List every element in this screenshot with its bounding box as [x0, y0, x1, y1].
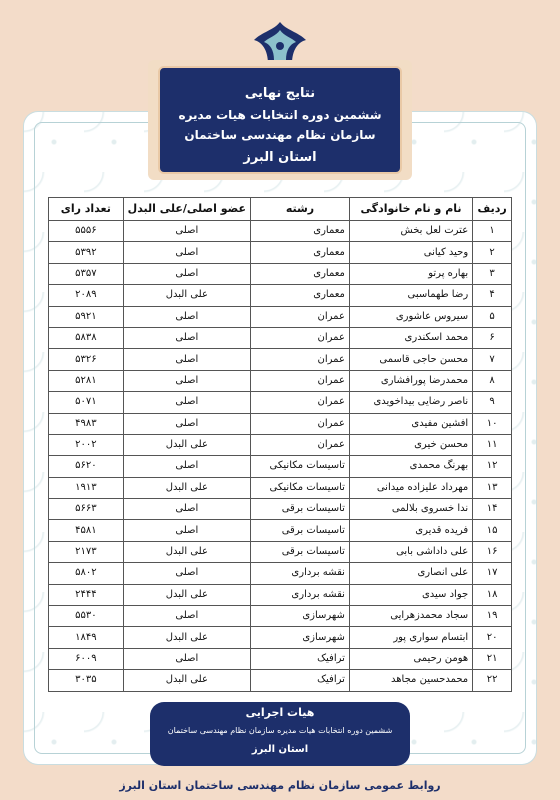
cell-field: عمران	[251, 434, 350, 455]
cell-name: رضا طهماسبی	[349, 285, 472, 306]
cell-votes: ۵۹۲۱	[49, 306, 124, 327]
cell-votes: ۵۵۳۰	[49, 606, 124, 627]
table-row	[49, 584, 512, 605]
cell-field: تاسیسات مکانیکی	[251, 456, 350, 477]
cell-name: هومن رحیمی	[349, 648, 472, 669]
cell-index: ۲۱	[473, 648, 512, 669]
results-table	[48, 197, 512, 692]
table-row	[49, 606, 512, 627]
cell-index: ۹	[473, 392, 512, 413]
cell-index: ۱۵	[473, 520, 512, 541]
header-votes: تعداد رای	[49, 198, 124, 221]
footer-line-2: ششمین دوره انتخابات هیات مدیره سازمان نظام مهندسی ساختمان	[167, 726, 393, 735]
cell-membership: اصلی	[123, 648, 250, 669]
table-row	[49, 221, 512, 242]
header-banner	[148, 20, 412, 170]
cell-membership: علی البدل	[123, 477, 250, 498]
title-line-3: سازمان نظام مهندسی ساختمان	[184, 128, 376, 142]
cell-field: نقشه برداری	[251, 563, 350, 584]
cell-membership: اصلی	[123, 242, 250, 263]
table-row	[49, 370, 512, 391]
header-membership: عضو اصلی/علی البدل	[123, 198, 250, 221]
cell-membership: علی البدل	[123, 584, 250, 605]
cell-name: محمدحسین مجاهد	[349, 670, 472, 691]
cell-index: ۱۷	[473, 563, 512, 584]
cell-field: عمران	[251, 306, 350, 327]
cell-name: محسن حاجی قاسمی	[349, 349, 472, 370]
table-body	[49, 221, 512, 692]
cell-index: ۱۶	[473, 541, 512, 562]
header-name: نام و نام خانوادگی	[349, 198, 472, 221]
cell-votes: ۶۰۰۹	[49, 648, 124, 669]
cell-votes: ۲۰۰۲	[49, 434, 124, 455]
cell-membership: علی البدل	[123, 627, 250, 648]
table-row	[49, 456, 512, 477]
footer-banner	[150, 692, 410, 780]
table-row	[49, 648, 512, 669]
header-box	[148, 60, 412, 180]
cell-name: علی داداشی بابی	[349, 541, 472, 562]
cell-membership: علی البدل	[123, 434, 250, 455]
cell-votes: ۵۳۹۲	[49, 242, 124, 263]
cell-name: جواد سیدی	[349, 584, 472, 605]
cell-name: محمد اسکندری	[349, 327, 472, 348]
footer-line-1: هیات اجرایی	[245, 706, 315, 719]
cell-name: بهاره پرتو	[349, 263, 472, 284]
cell-votes: ۵۶۶۳	[49, 499, 124, 520]
cell-field: عمران	[251, 392, 350, 413]
cell-index: ۵	[473, 306, 512, 327]
header-field: رشته	[251, 198, 350, 221]
cell-membership: اصلی	[123, 263, 250, 284]
cell-votes: ۳۰۳۵	[49, 670, 124, 691]
cell-field: تاسیسات برقی	[251, 499, 350, 520]
cell-index: ۲۲	[473, 670, 512, 691]
cell-membership: علی البدل	[123, 670, 250, 691]
table-header-row	[49, 198, 512, 221]
cell-membership: اصلی	[123, 456, 250, 477]
cell-field: ترافیک	[251, 670, 350, 691]
cell-field: تاسیسات مکانیکی	[251, 477, 350, 498]
title-line-1: نتایج نهایی	[244, 86, 316, 101]
cell-field: تاسیسات برقی	[251, 541, 350, 562]
cell-index: ۱۰	[473, 413, 512, 434]
bottom-caption: روابط عمومی سازمان نظام مهندسی ساختمان استان البرز	[119, 779, 441, 792]
cell-field: معماری	[251, 285, 350, 306]
cell-field: ترافیک	[251, 648, 350, 669]
table-row	[49, 434, 512, 455]
cell-name: بهرنگ محمدی	[349, 456, 472, 477]
title-line-4: استان البرز	[243, 150, 317, 165]
cell-membership: اصلی	[123, 499, 250, 520]
table-row	[49, 627, 512, 648]
cell-index: ۱۸	[473, 584, 512, 605]
ornament-icon	[248, 20, 312, 64]
cell-votes: ۵۶۲۰	[49, 456, 124, 477]
cell-field: معماری	[251, 221, 350, 242]
cell-membership: اصلی	[123, 221, 250, 242]
cell-index: ۲	[473, 242, 512, 263]
cell-field: معماری	[251, 242, 350, 263]
cell-name: مهرداد علیزاده میدانی	[349, 477, 472, 498]
cell-name: محمدرضا پورافشاری	[349, 370, 472, 391]
cell-field: عمران	[251, 413, 350, 434]
cell-field: شهرسازی	[251, 606, 350, 627]
table-row	[49, 242, 512, 263]
table-row	[49, 670, 512, 691]
cell-index: ۱۴	[473, 499, 512, 520]
cell-index: ۳	[473, 263, 512, 284]
cell-field: عمران	[251, 327, 350, 348]
table-row	[49, 306, 512, 327]
table-row	[49, 413, 512, 434]
cell-votes: ۵۵۵۶	[49, 221, 124, 242]
cell-votes: ۴۵۸۱	[49, 520, 124, 541]
cell-membership: اصلی	[123, 349, 250, 370]
cell-name: افشین مفیدی	[349, 413, 472, 434]
footer-line-3: استان البرز	[251, 744, 309, 755]
cell-index: ۴	[473, 285, 512, 306]
cell-membership: اصلی	[123, 563, 250, 584]
table-row	[49, 520, 512, 541]
cell-votes: ۴۹۸۳	[49, 413, 124, 434]
cell-name: فریده قدیری	[349, 520, 472, 541]
cell-votes: ۱۸۴۹	[49, 627, 124, 648]
cell-index: ۱۳	[473, 477, 512, 498]
header-index: ردیف	[473, 198, 512, 221]
cell-name: ناصر رضایی بیداخویدی	[349, 392, 472, 413]
cell-name: محسن خیری	[349, 434, 472, 455]
cell-membership: اصلی	[123, 413, 250, 434]
cell-index: ۲۰	[473, 627, 512, 648]
cell-membership: اصلی	[123, 392, 250, 413]
table-row	[49, 477, 512, 498]
cell-index: ۱	[473, 221, 512, 242]
cell-index: ۱۲	[473, 456, 512, 477]
table-row	[49, 499, 512, 520]
cell-field: عمران	[251, 349, 350, 370]
cell-index: ۱۱	[473, 434, 512, 455]
cell-index: ۶	[473, 327, 512, 348]
cell-index: ۱۹	[473, 606, 512, 627]
cell-votes: ۵۸۳۸	[49, 327, 124, 348]
cell-membership: اصلی	[123, 370, 250, 391]
table-row	[49, 392, 512, 413]
cell-votes: ۵۲۸۱	[49, 370, 124, 391]
table-row	[49, 349, 512, 370]
cell-membership: اصلی	[123, 327, 250, 348]
cell-field: تاسیسات برقی	[251, 520, 350, 541]
table-row	[49, 327, 512, 348]
cell-votes: ۵۳۵۷	[49, 263, 124, 284]
cell-name: ندا خسروی بلالمی	[349, 499, 472, 520]
cell-membership: علی البدل	[123, 541, 250, 562]
cell-votes: ۲۱۷۳	[49, 541, 124, 562]
cell-votes: ۲۴۴۴	[49, 584, 124, 605]
cell-index: ۷	[473, 349, 512, 370]
cell-votes: ۵۸۰۲	[49, 563, 124, 584]
cell-field: معماری	[251, 263, 350, 284]
cell-name: سجاد محمدزهرایی	[349, 606, 472, 627]
cell-membership: علی البدل	[123, 285, 250, 306]
cell-field: شهرسازی	[251, 627, 350, 648]
table-row	[49, 285, 512, 306]
table-row	[49, 263, 512, 284]
cell-name: ابتسام سواری پور	[349, 627, 472, 648]
cell-votes: ۲۰۸۹	[49, 285, 124, 306]
table-row	[49, 563, 512, 584]
header-inner	[158, 66, 402, 174]
cell-name: عترت لعل بخش	[349, 221, 472, 242]
cell-index: ۸	[473, 370, 512, 391]
title-line-2: ششمین دوره انتخابات هیات مدیره	[178, 108, 382, 122]
cell-votes: ۱۹۱۳	[49, 477, 124, 498]
cell-field: نقشه برداری	[251, 584, 350, 605]
cell-field: عمران	[251, 370, 350, 391]
table-row	[49, 541, 512, 562]
cell-name: علی انصاری	[349, 563, 472, 584]
cell-votes: ۵۰۷۱	[49, 392, 124, 413]
cell-name: سیروس عاشوری	[349, 306, 472, 327]
cell-membership: اصلی	[123, 306, 250, 327]
cell-membership: اصلی	[123, 606, 250, 627]
cell-name: وحید کیانی	[349, 242, 472, 263]
cell-votes: ۵۳۲۶	[49, 349, 124, 370]
cell-membership: اصلی	[123, 520, 250, 541]
